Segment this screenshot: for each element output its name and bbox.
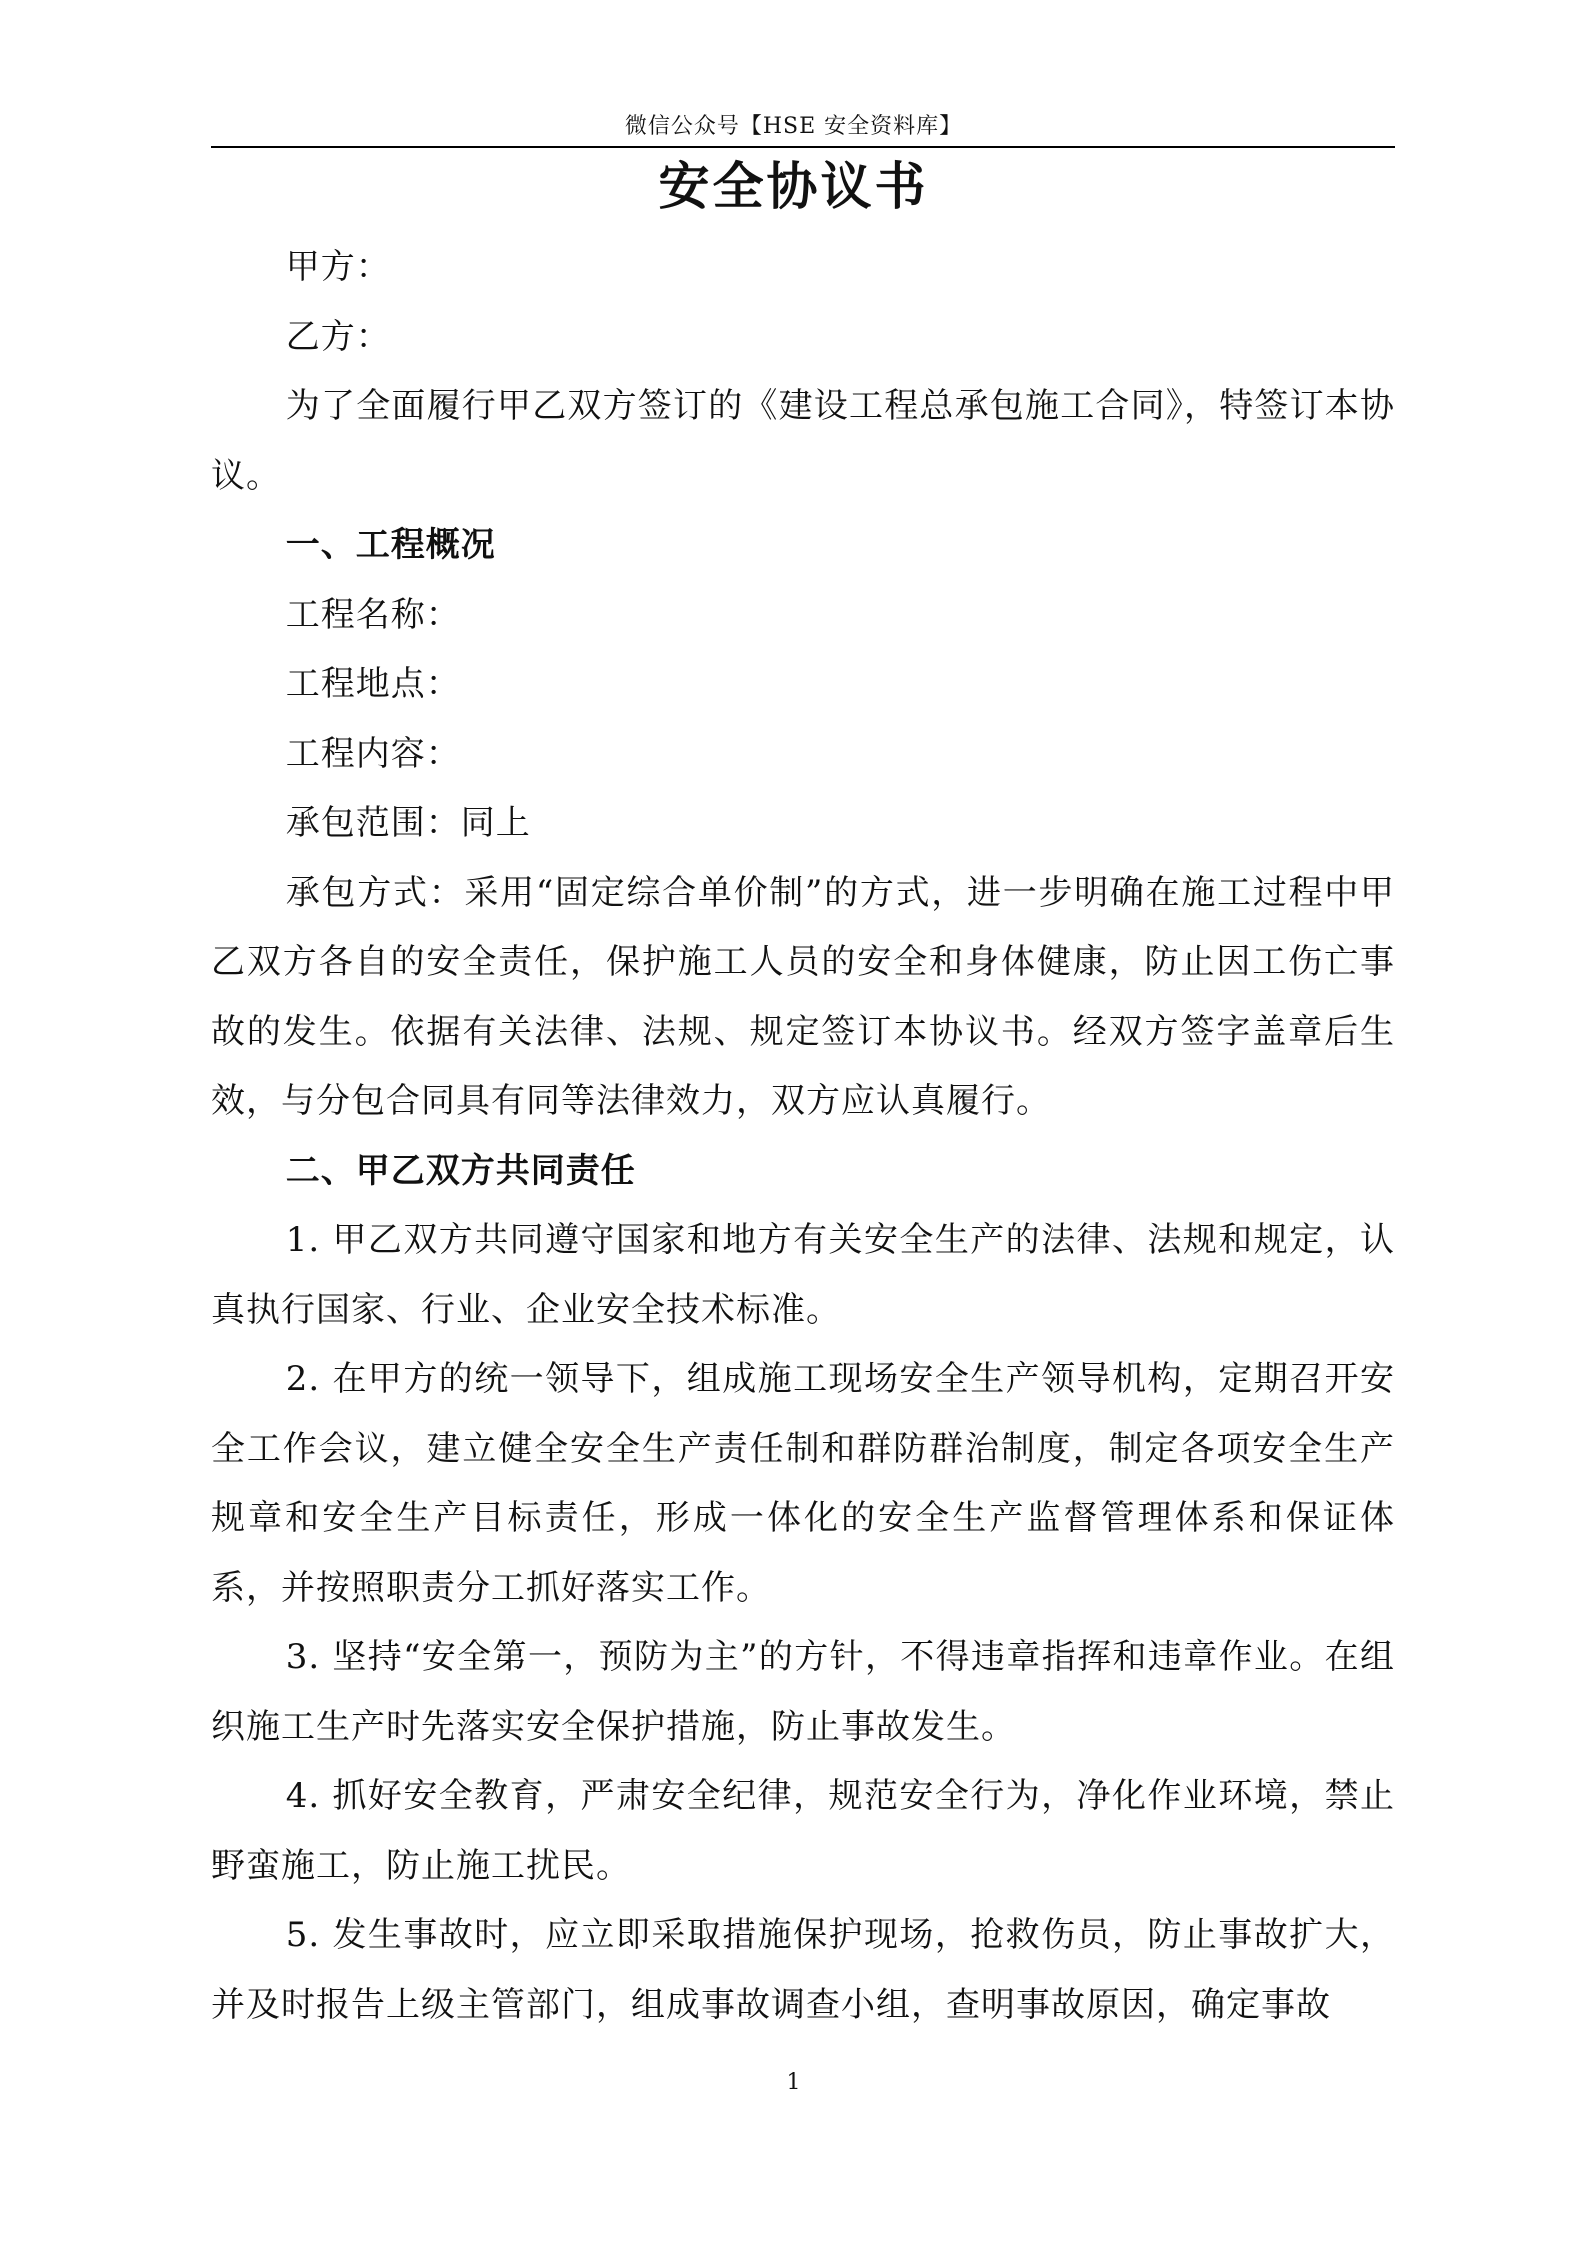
project-name-line: 工程名称：: [285, 594, 461, 635]
section-heading-project-overview: 一、工程概况: [285, 525, 496, 565]
contract-method-paragraph: 承包方式：采用“固定综合单价制”的方式，进一步明确在施工过程中甲乙双方各自的安全责任，保护施工人员的安全和身体健康，防止因工伤亡事故的发生。依据有关法律、法规、规定签订本协议书。经双方签字盖章后生效，与分包合同具有同等法律效力，双方应认真履行。: [211, 872, 1395, 1121]
responsibility-item-5: 5. 发生事故时，应立即采取措施保护现场，抢救伤员，防止事故扩大，并及时报告上级主管部门，组成事故调查小组，查明事故原因，确定事故: [211, 1915, 1395, 2025]
page-number: 1: [786, 2070, 801, 2095]
project-location-line: 工程地点：: [285, 664, 461, 704]
responsibility-item-1: 1. 甲乙双方共同遵守国家和地方有关安全生产的法律、法规和规定，认真执行国家、行业、企业安全技术标准。: [211, 1220, 1395, 1330]
document-header: 微信公众号【HSE 安全资料库】: [624, 114, 963, 139]
contract-scope-line: 承包范围：同上: [285, 803, 531, 843]
party-a-line: 甲方：: [285, 247, 391, 287]
responsibility-item-3: 3. 坚持“安全第一，预防为主”的方针，不得违章指挥和违章作业。在组织施工生产时先落实安全保护措施，防止事故发生。: [211, 1637, 1395, 1747]
section-heading-joint-responsibilities: 二、甲乙双方共同责任: [285, 1150, 636, 1191]
header-divider: [211, 146, 1395, 148]
responsibility-item-2: 2. 在甲方的统一领导下，组成施工现场安全生产领导机构，定期召开安全工作会议，建立健全安全生产责任制和群防群治制度，制定各项安全生产规章和安全生产目标责任，形成一体化的安全生产监督管理体系和保证体系，并按照职责分工抓好落实工作。: [211, 1359, 1395, 1608]
responsibility-item-4: 4. 抓好安全教育，严肃安全纪律，规范安全行为，净化作业环境，禁止野蛮施工，防止施工扰民。: [211, 1776, 1395, 1886]
intro-paragraph: 为了全面履行甲乙双方签订的《建设工程总承包施工合同》，特签订本协议。: [211, 386, 1395, 496]
document-title: 安全协议书: [658, 157, 929, 217]
party-b-line: 乙方：: [285, 316, 391, 357]
project-content-line: 工程内容：: [285, 733, 461, 774]
document-body: [211, 233, 1395, 2040]
